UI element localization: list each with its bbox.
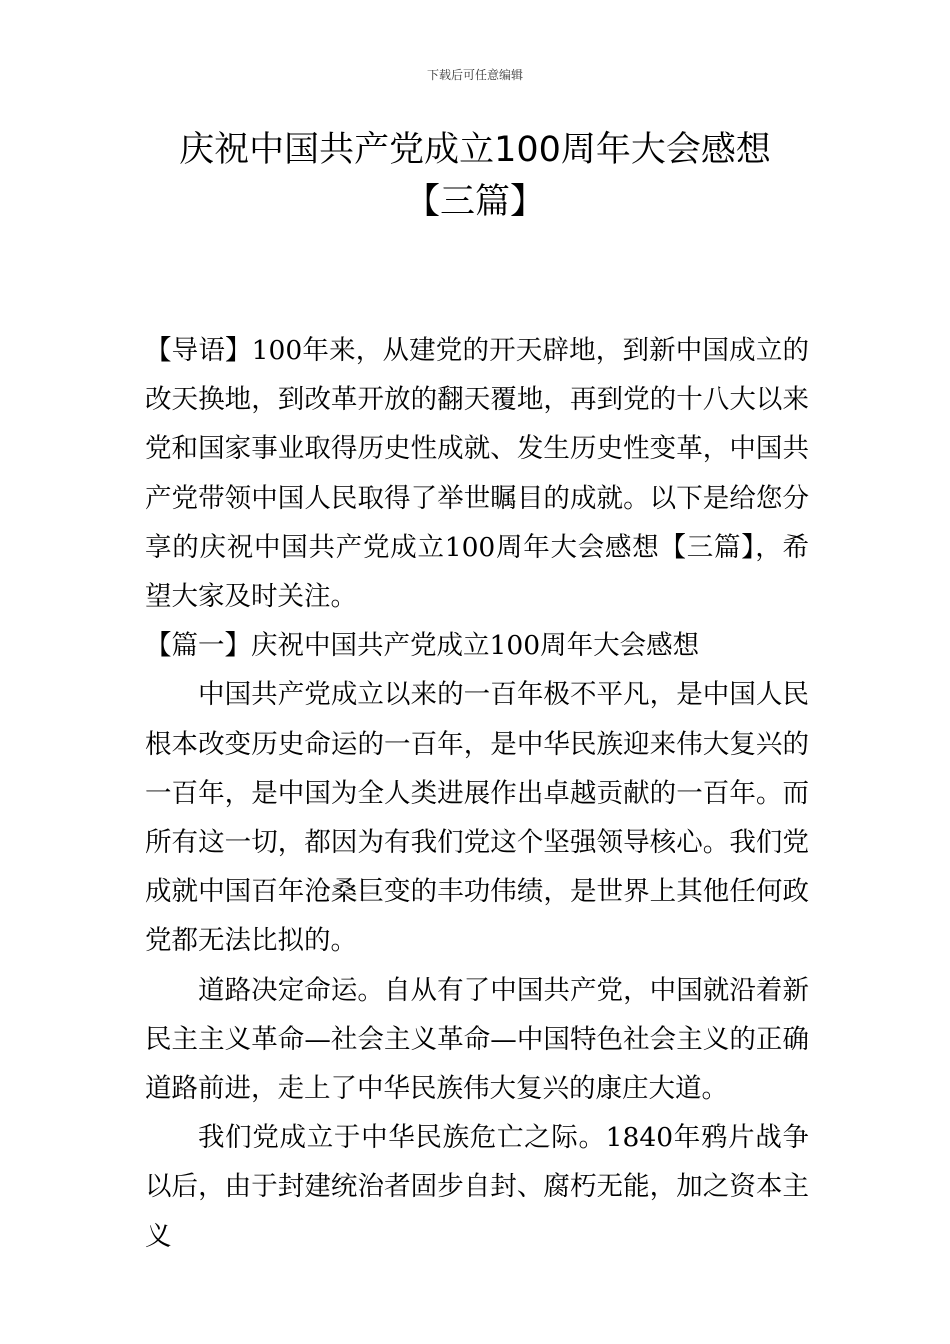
intro-paragraph: 【导语】100年来，从建党的开天辟地，到新中国成立的改天换地，到改革开放的翻天覆地，再到党的十八大以来党和国家事业取得历史性成就、发生历史性变革，中国共产党带领中国人民取得了举世瞩目的成就。以下是给您分享的庆祝中国共产党成立100周年大会感想【三篇】，希望大家及时关注。 bbox=[145, 335, 809, 613]
body-paragraph: 道路决定命运。自从有了中国共产党，中国就沿着新民主主义革命—社会主义革命—中国特色社会主义的正确道路前进，走上了中华民族伟大复兴的康庄大道。 bbox=[145, 974, 809, 1105]
title-line-1: 庆祝中国共产党成立100周年大会感想 bbox=[179, 130, 771, 170]
title-line-2: 【三篇】 bbox=[404, 182, 545, 222]
body-paragraph: 中国共产党成立以来的一百年极不平凡，是中国人民根本改变历史命运的一百年，是中华民族迎来伟大复兴的一百年，是中国为全人类进展作出卓越贡献的一百年。而所有这一切，都因为有我们党这个坚强领导核心。我们党成就中国百年沧桑巨变的丰功伟绩，是世界上其他任何政党都无法比拟的。 bbox=[145, 679, 809, 957]
body-paragraph: 我们党成立于中华民族危亡之际。1840年鸦片战争以后，由于封建统治者固步自封、腐朽无能，加之资本主义 bbox=[145, 1122, 809, 1252]
header-note: 下载后可任意编辑 bbox=[426, 68, 523, 82]
document-body bbox=[145, 326, 809, 1261]
section-heading: 【篇一】庆祝中国共产党成立100周年大会感想 bbox=[145, 630, 700, 662]
document-title bbox=[0, 124, 950, 228]
